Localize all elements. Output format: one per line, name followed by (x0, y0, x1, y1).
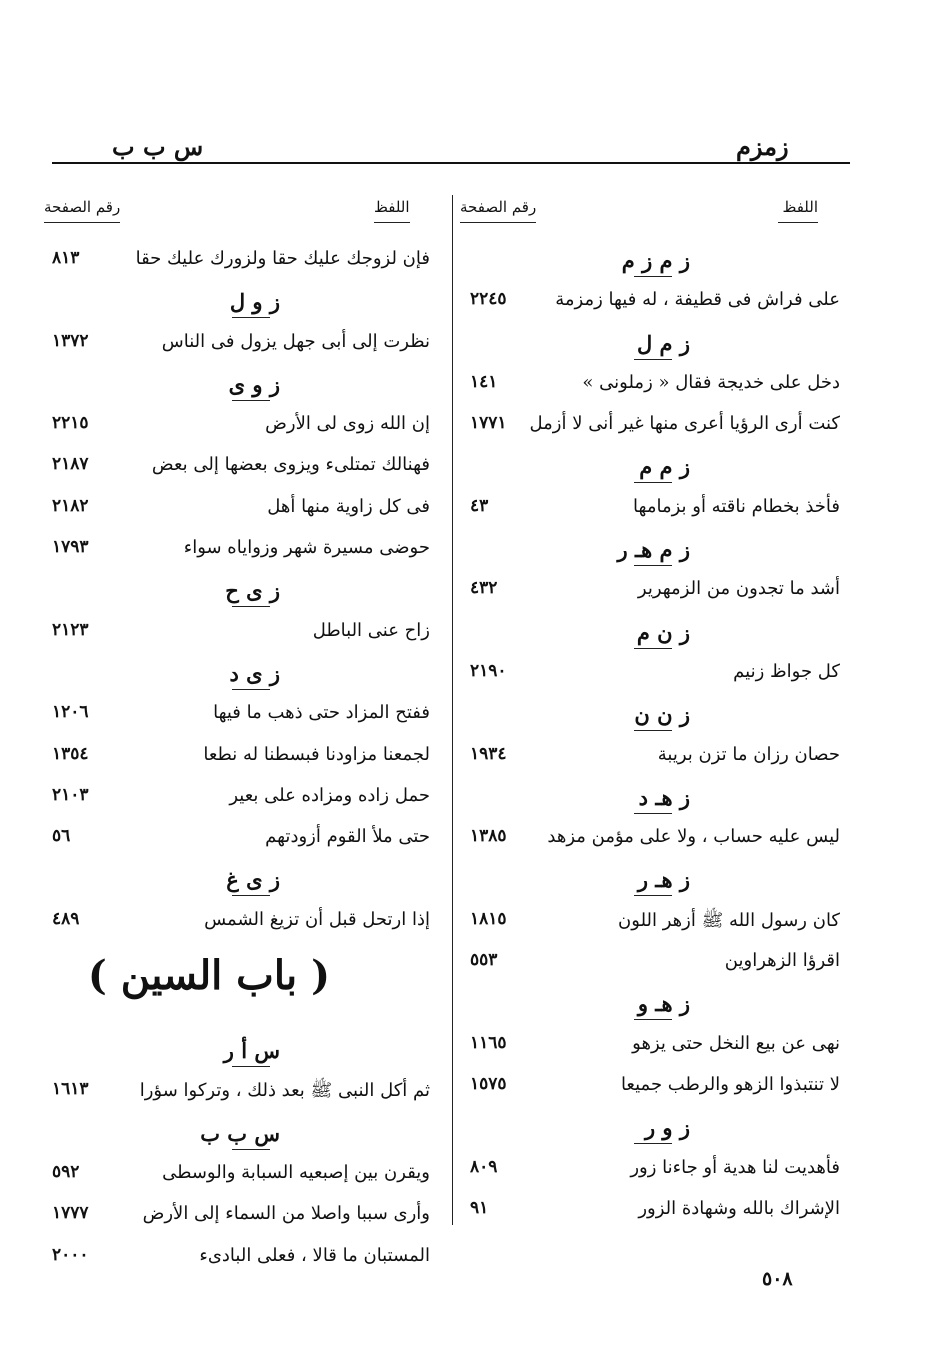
entry-page-number: ١٦١٣ (52, 1079, 89, 1100)
entry-page-number: ٢١٠٣ (52, 784, 89, 805)
root-heading (460, 323, 850, 364)
index-entry (460, 488, 850, 529)
root-underline (232, 1149, 270, 1150)
root-letters: ز هـ د (638, 784, 690, 810)
entry-page-number: ٩١ (470, 1197, 489, 1218)
root-underline (634, 730, 672, 731)
index-entry (460, 901, 850, 942)
entry-text: لجمعنا مزاودنا فبسطنا له نطعا (203, 743, 430, 765)
index-entry (40, 818, 440, 859)
chapter-title: ( باب السين ) (87, 952, 330, 1000)
root-underline (232, 1066, 270, 1067)
index-entry (40, 1071, 440, 1112)
entry-page-number: ٥٩٢ (52, 1161, 80, 1182)
root-heading (460, 612, 850, 653)
index-entry (460, 942, 850, 983)
root-heading (40, 653, 440, 694)
entry-page-number: ١١٦٥ (470, 1032, 507, 1053)
index-entry (460, 1066, 850, 1107)
index-entry (460, 405, 850, 446)
right-page-header: رقم الصفحة (460, 198, 536, 223)
root-underline (634, 1019, 672, 1020)
entry-page-number: ٢١٨٢ (52, 495, 89, 516)
index-entry (40, 901, 440, 942)
entry-text: كل جواظ زنيم (733, 660, 840, 682)
running-header-right: زمزم (736, 132, 789, 161)
entry-text: لا تنتبذوا الزهو والرطب جميعا (620, 1073, 840, 1095)
entry-page-number: ١٤١ (470, 371, 498, 392)
entry-text: فى كل زاوية منها أهل (267, 495, 430, 517)
entry-text: على فراش فى قطيفة ، له فيها زمزمة (555, 289, 840, 311)
index-entry (40, 694, 440, 735)
root-letters: ز م ز م (621, 248, 690, 273)
root-letters: ز ن م (636, 619, 690, 645)
index-entry (40, 612, 440, 653)
entry-text: فإن لزوجك عليك حقا ولزورك عليك حقا (135, 248, 430, 269)
entry-text: ففتح المزاد حتى ذهب ما فيها (213, 702, 430, 724)
entry-page-number: ٤٣٢ (470, 578, 498, 599)
index-entry (40, 240, 440, 281)
left-page-header: رقم الصفحة (44, 198, 120, 223)
index-entry (460, 1149, 850, 1190)
entry-page-number: ٤٨٩ (52, 908, 80, 929)
entry-page-number: ٢٠٠٠ (52, 1244, 89, 1265)
page-number: ٥٠٨ (762, 1268, 793, 1290)
entry-text: المستبان ما قالا ، فعلى البادىء (199, 1244, 430, 1266)
root-heading (460, 529, 850, 570)
root-heading (40, 281, 440, 322)
entry-text: اقرؤا الزهراوين (724, 950, 840, 972)
root-heading (460, 694, 850, 735)
root-underline (634, 813, 672, 814)
index-entry (460, 818, 850, 859)
entry-text: فأخذ بخطام ناقته أو بزمامها (633, 495, 840, 517)
root-heading (40, 364, 440, 405)
entry-page-number: ١٧٩٣ (52, 537, 89, 558)
entry-page-number: ١٣٥٤ (52, 743, 89, 764)
root-heading (460, 859, 850, 900)
entry-text: ويقرن بين إصبعيه السبابة والوسطى (162, 1161, 430, 1183)
index-entry (460, 1190, 850, 1231)
entry-page-number: ١٨١٥ (470, 908, 507, 929)
entry-text: ثم أكل النبى ﷺ بعد ذلك ، وتركوا سؤرا (139, 1080, 430, 1102)
root-letters: ز هـ ر (637, 867, 690, 893)
index-entry (40, 1237, 440, 1278)
entry-page-number: ١٧٧١ (470, 413, 507, 434)
entry-text: نظرت إلى أبى جهل يزول فى الناس (161, 330, 430, 352)
entry-text: حمل زاده ومزاده على بعير (229, 784, 430, 806)
entry-text: كنت أرى الرؤيا أعرى منها غير أنى لا أزمل (529, 413, 840, 435)
root-heading (40, 570, 440, 611)
entry-text: حتى ملأ القوم أزودتهم (265, 826, 430, 848)
entry-page-number: ١٢٠٦ (52, 702, 89, 723)
entry-text: حصان رزان ما تزن بريبة (657, 743, 840, 765)
root-underline (634, 565, 672, 566)
root-underline (634, 1143, 672, 1144)
index-entry (40, 323, 440, 364)
root-underline (634, 482, 672, 483)
column-divider (452, 195, 453, 1225)
entry-page-number: ٢١٢٣ (52, 619, 89, 640)
root-underline (232, 400, 270, 401)
root-heading (460, 1107, 850, 1148)
entry-page-number: ٤٣ (470, 495, 489, 516)
index-entry (40, 1154, 440, 1195)
root-underline (232, 895, 270, 896)
entry-text: فأهديت لنا هدية أو جاءنا زور (630, 1156, 840, 1178)
root-underline (634, 895, 672, 896)
index-entry (460, 364, 850, 405)
entry-page-number: ٢٢٤٥ (470, 289, 507, 310)
left-word-header: اللفظ (374, 198, 410, 223)
root-underline (232, 689, 270, 690)
root-letters: ز ن ن (634, 702, 690, 728)
entry-text: نهى عن بيع النخل حتى يزهو (632, 1032, 840, 1054)
entry-text: إذا ارتحل قبل أن تزيغ الشمس (204, 908, 430, 930)
index-entry (40, 446, 440, 487)
root-heading (460, 240, 850, 281)
root-letters: ز هـ و (637, 991, 690, 1017)
index-entry (460, 736, 850, 777)
entry-text: الإشراك بالله وشهادة الزور (638, 1197, 840, 1219)
root-letters: س أ ر (223, 1038, 280, 1064)
right-word-header: اللفظ (778, 198, 818, 223)
root-letters: ز ى غ (226, 867, 280, 893)
entry-text: كان رسول الله ﷺ أزهر اللون (618, 909, 840, 931)
root-underline (634, 276, 672, 277)
header-rule (52, 162, 850, 164)
entry-page-number: ٥٥٣ (470, 950, 498, 971)
index-entry (460, 570, 850, 611)
entry-text: زاح عنى الباطل (312, 619, 430, 641)
entry-text: فهنالك تمتلىء ويزوى بعضها إلى بعض (151, 454, 430, 476)
entry-page-number: ٨٠٩ (470, 1156, 498, 1177)
entry-page-number: ٢٢١٥ (52, 413, 89, 434)
entry-page-number: ٥٦ (52, 826, 71, 847)
root-letters: ز و ر (644, 1115, 690, 1141)
root-letters: ز و ل (229, 289, 280, 315)
root-letters: ز م هـ ر (617, 537, 690, 563)
entry-text: أشد ما تجدون من الزمهرير (637, 578, 840, 600)
index-entry (40, 1195, 440, 1236)
root-heading (460, 446, 850, 487)
index-entry (40, 736, 440, 777)
root-heading (460, 983, 850, 1024)
root-underline (232, 317, 270, 318)
root-letters: ز و ى (228, 371, 280, 397)
root-underline (634, 648, 672, 649)
root-heading (460, 777, 850, 818)
entry-text: حوضى مسيرة شهر وزواياه سواء (183, 537, 430, 559)
root-letters: ز ى ح (225, 578, 280, 604)
entry-page-number: ٨١٣ (52, 248, 80, 268)
root-heading (40, 859, 440, 900)
entry-page-number: ١٧٧٧ (52, 1203, 89, 1224)
entry-page-number: ٢١٨٧ (52, 454, 89, 475)
right-column (460, 240, 850, 1231)
entry-page-number: ١٣٧٢ (52, 330, 89, 351)
entry-text: ليس عليه حساب ، ولا على مؤمن مزهد (547, 826, 840, 848)
entry-page-number: ٢١٩٠ (470, 660, 507, 681)
chapter-heading (40, 942, 440, 1030)
entry-text: وأرى سببا واصلا من السماء إلى الأرض (142, 1203, 430, 1225)
index-entry (40, 405, 440, 446)
root-letters: س ب ب (200, 1120, 280, 1146)
index-entry (40, 529, 440, 570)
root-letters: ز م ل (636, 330, 690, 356)
index-entry (460, 281, 850, 322)
root-heading (40, 1113, 440, 1154)
entry-page-number: ١٥٧٥ (470, 1073, 507, 1094)
index-entry (460, 653, 850, 694)
entry-text: دخل على خديجة فقال « زملونى » (582, 371, 840, 393)
root-letters: ز ى د (229, 660, 280, 686)
root-underline (634, 359, 672, 360)
left-column (40, 240, 440, 1278)
root-underline (232, 606, 270, 607)
index-entry (460, 1025, 850, 1066)
running-header-left: س ب ب (112, 132, 204, 161)
index-entry (40, 777, 440, 818)
entry-page-number: ١٣٨٥ (470, 826, 507, 847)
root-heading (40, 1030, 440, 1071)
entry-text: إن الله زوى لى الأرض (265, 413, 430, 435)
root-letters: ز م م (639, 454, 690, 480)
index-entry (40, 488, 440, 529)
entry-page-number: ١٩٣٤ (470, 743, 507, 764)
